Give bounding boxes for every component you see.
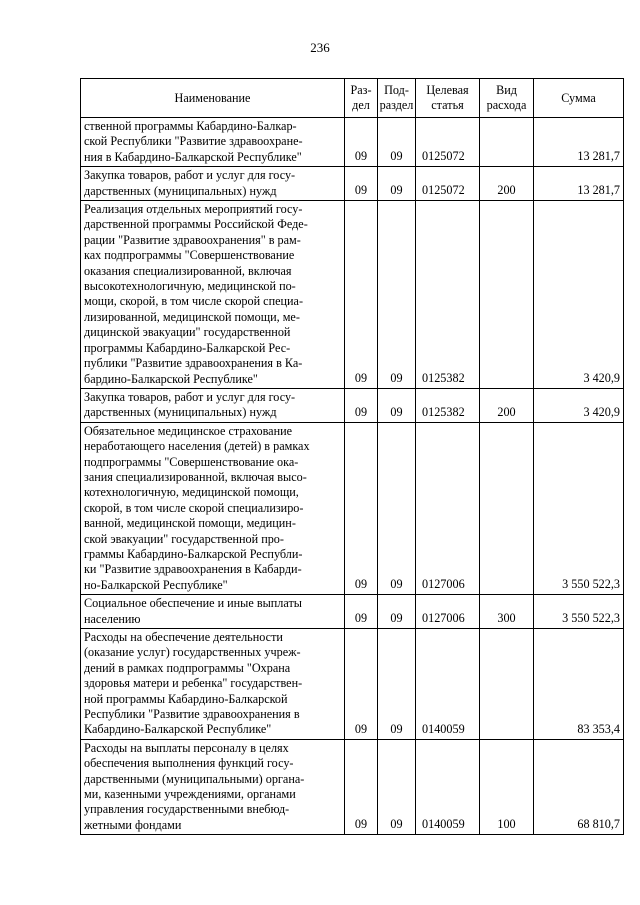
table-row [81,388,624,422]
row-podrazdel: 09 [378,388,416,422]
row-podrazdel: 09 [378,595,416,629]
table-header-row [81,79,624,118]
row-name: Расходы на выплаты персоналу в целях обеспечения выполнения функций госу- дарственными (муниципальными) органа- ми, казенными учреждениями, органами управления государственными внебюд- жетными фондами [81,739,345,834]
row-vid [480,118,534,167]
row-summa: 3 420,9 [534,388,624,422]
table-row [81,422,624,594]
table-row [81,595,624,629]
row-vid: 200 [480,388,534,422]
row-summa: 68 810,7 [534,739,624,834]
row-podrazdel: 09 [378,118,416,167]
row-razdel: 09 [345,118,378,167]
row-summa: 3 550 522,3 [534,422,624,594]
page-number: 236 [310,40,330,55]
row-vid: 200 [480,167,534,201]
row-razdel: 09 [345,739,378,834]
row-podrazdel: 09 [378,167,416,201]
row-statya: 0140059 [416,629,480,740]
row-statya: 0127006 [416,595,480,629]
row-razdel: 09 [345,167,378,201]
row-podrazdel: 09 [378,629,416,740]
header-razdel: Раз- дел [345,79,378,118]
row-statya: 0125382 [416,388,480,422]
row-razdel: 09 [345,388,378,422]
table-row [81,118,624,167]
table-row [81,201,624,389]
row-razdel: 09 [345,595,378,629]
row-statya: 0125382 [416,201,480,389]
budget-table [80,78,624,835]
table-row [81,629,624,740]
header-podrazdel: Под- раздел [378,79,416,118]
row-name: Расходы на обеспечение деятельности (оказание услуг) государственных учреж- дений в рамках подпрограммы "Охрана здоровья матери и ребенка" государствен- ной программы Кабардино-Балкарской Республики "Развитие здравоохранения в Кабардино-Балкарской Республике" [81,629,345,740]
row-summa: 83 353,4 [534,629,624,740]
row-name: Реализация отдельных мероприятий госу- дарственной программы Российской Федe- рации "Развитие здравоохранения" в рам- ках подпрограммы "Совершенствование оказания специализированной, включая высокотехнологичную, медицинской по- мощи, скорой, в том числе скорой специа- лизированной, медицинской помощи, ме- дицинской эвакуации" государственной программы Кабардино-Балкарской Рес- публики "Развитие здравоохранения в Ка- бардино-Балкарской Республике" [81,201,345,389]
header-name: Наименование [81,79,345,118]
row-statya: 0125072 [416,167,480,201]
row-statya: 0140059 [416,739,480,834]
table-row [81,739,624,834]
row-razdel: 09 [345,201,378,389]
row-summa: 3 550 522,3 [534,595,624,629]
row-podrazdel: 09 [378,422,416,594]
row-summa: 13 281,7 [534,118,624,167]
row-name: Обязательное медицинское страхование неработающего населения (детей) в рамках подпрограммы "Совершенствование ока- зания специализированной, включая высо- котехнологичную, медицинской помощи, скорой, в том числе скорой специализиро- ванной, медицинской помощи, медицин- ской эвакуации" государственной про- граммы Кабардино-Балкарской Республи- ки "Развитие здравоохранения в Кабарди- но-Балкарской Республике" [81,422,345,594]
row-statya: 0125072 [416,118,480,167]
row-name: ственной программы Кабардино-Балкар- ской Республики "Развитие здравоохране- ния в Кабардино-Балкарской Республике" [81,118,345,167]
row-podrazdel: 09 [378,739,416,834]
row-razdel: 09 [345,422,378,594]
row-vid: 100 [480,739,534,834]
row-razdel: 09 [345,629,378,740]
table-row [81,167,624,201]
row-vid [480,201,534,389]
row-statya: 0127006 [416,422,480,594]
row-name: Закупка товаров, работ и услуг для госу- дарственных (муниципальных) нужд [81,388,345,422]
row-summa: 13 281,7 [534,167,624,201]
header-summa: Сумма [534,79,624,118]
header-vid: Вид расхода [480,79,534,118]
row-name: Закупка товаров, работ и услуг для госу- дарственных (муниципальных) нужд [81,167,345,201]
header-statya: Целевая статья [416,79,480,118]
row-summa: 3 420,9 [534,201,624,389]
row-podrazdel: 09 [378,201,416,389]
row-vid [480,422,534,594]
row-vid: 300 [480,595,534,629]
row-vid [480,629,534,740]
row-name: Социальное обеспечение и иные выплаты населению [81,595,345,629]
